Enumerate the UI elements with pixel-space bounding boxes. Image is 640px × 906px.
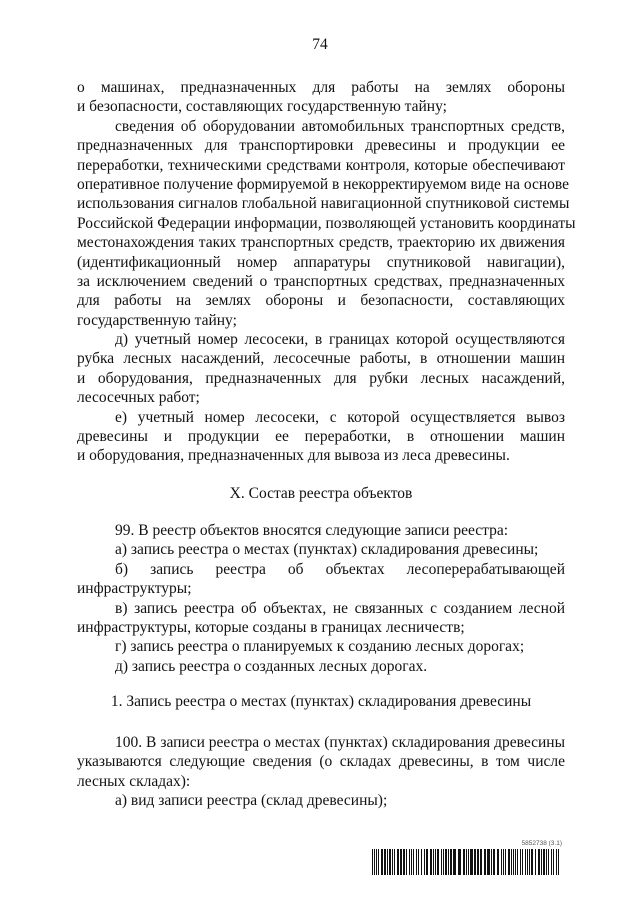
barcode-block (372, 840, 562, 880)
text-line: д) учетный номер лесосеки, в границах которой осуществляются (115, 331, 565, 349)
section-list (77, 521, 565, 676)
text-line: Российской Федерации информации, позволяющей установить координаты (77, 214, 576, 232)
text-line: для работы на землях обороны и безопасности, составляющих (77, 292, 565, 310)
text-line: 99. В реестр объектов вносятся следующие записи реестра: (115, 522, 509, 539)
barcode-image (372, 849, 562, 875)
text-line: (идентификационный номер аппаратуры спутниковой навигации), (77, 253, 565, 271)
subsection-heading: 1. Запись реестра о местах (пунктах) складирования древесины (110, 693, 532, 710)
text-line: использования сигналов глобальной навигационной спутниковой системы (77, 195, 570, 213)
text-line: а) запись реестра о местах (пунктах) складирования древесины; (115, 541, 539, 559)
text-line: местонахождения таких транспортных средств, траекторию их движения (77, 234, 565, 252)
text-line: сведения об оборудовании автомобильных транспортных средств, (115, 117, 565, 135)
text-line: рубка лесных насаждений, лесосечные работы, в отношении машин (77, 350, 565, 368)
subsection-heading-block (77, 692, 565, 711)
subsection-text (77, 733, 565, 811)
text-line: лесосечных работ; (77, 389, 200, 407)
text-line: переработки, техническими средствами контроля, которые обеспечивают (77, 156, 565, 174)
text-line: оперативное получение формируемой в некорректируемом виде на основе (77, 175, 570, 193)
text-line: б) запись реестра об объектах лесоперерабатывающей (115, 560, 565, 578)
text-block (77, 78, 576, 466)
text-line: г) запись реестра о планируемых к созданию лесных дорогах; (115, 638, 525, 656)
text-line: о машинах, предназначенных для работы на землях обороны (77, 79, 565, 96)
text-line: государственную тайну; (77, 311, 237, 329)
text-line: д) запись реестра о созданных лесных дорогах. (115, 657, 428, 675)
text-line: за исключением сведений о транспортных средствах, предназначенных (77, 272, 565, 290)
text-line: лесных складах): (77, 772, 191, 790)
text-line: и безопасности, составляющих государственную тайну; (77, 98, 447, 116)
barcode-number: 5852738 (3.1) (521, 840, 562, 847)
text-line: 100. В записи реестра о местах (пунктах) складирования древесины (115, 734, 565, 751)
text-line: и оборудования, предназначенных для рубки лесных насаждений, (77, 369, 565, 387)
section-heading-block (77, 484, 565, 503)
text-line: инфраструктуры; (77, 580, 192, 598)
text-line: а) вид записи реестра (склад древесины); (115, 792, 388, 810)
text-line: предназначенных для транспортировки древесины и продукции ее (77, 137, 565, 155)
text-line: в) запись реестра об объектах, не связанных с созданием лесной (115, 599, 565, 617)
text-line: древесины и продукции ее переработки, в отношении машин (77, 428, 565, 446)
text-line: е) учетный номер лесосеки, с которой осуществляется вывоз (115, 408, 565, 426)
page-number: 74 (312, 36, 328, 53)
section-heading: X. Состав реестра объектов (229, 485, 413, 502)
text-line: инфраструктуры, которые созданы в границах лесничеств; (77, 618, 465, 636)
text-line: указываются следующие сведения (о складах древесины, в том числе (77, 753, 565, 771)
text-line: и оборудования, предназначенных для вывоза из леса древесины. (77, 447, 510, 465)
